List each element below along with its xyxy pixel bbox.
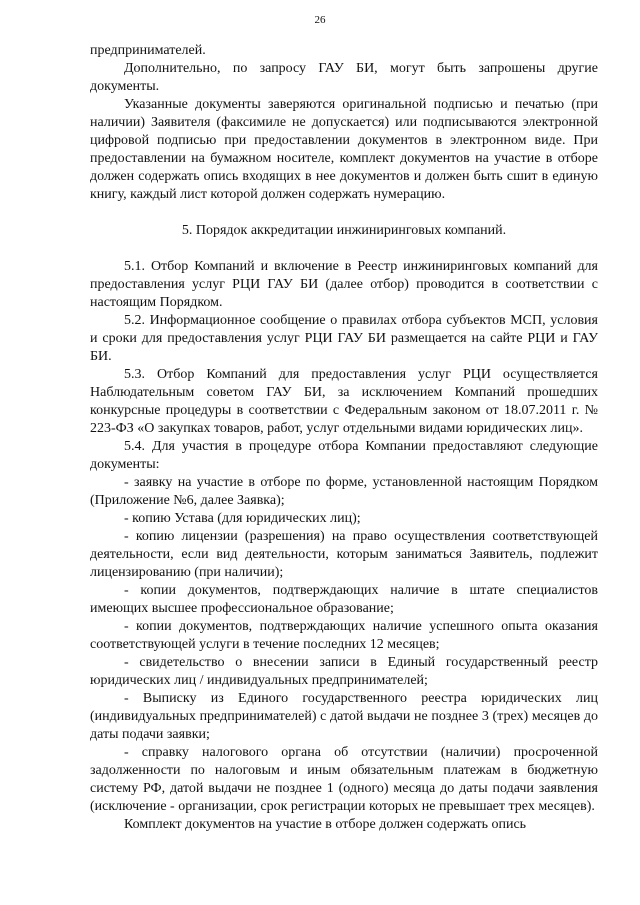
list-item: - копии документов, подтверждающих наличие успешного опыта оказания соответствующей услуги в течение последних 12 месяцев; — [90, 619, 598, 652]
list-item: - заявку на участие в отборе по форме, установленной настоящим Порядком (Приложение №6, далее Заявка); — [90, 475, 598, 508]
list-item: - копии документов, подтверждающих наличие в штате специалистов имеющих высшее профессиональное образование; — [90, 583, 598, 616]
section-heading: 5. Порядок аккредитации инжиниринговых компаний. — [181, 223, 507, 238]
paragraph: Комплект документов на участие в отборе должен содержать опись — [124, 817, 527, 832]
paragraph: Дополнительно, по запросу ГАУ БИ, могут быть запрошены другие документы. — [90, 61, 598, 94]
list-item: - свидетельство о внесении записи в Единый государственный реестр юридических лиц / индивидуальных предпринимателей; — [90, 655, 598, 688]
list-item: - Выписку из Единого государственного реестра юридических лиц (индивидуальных предпринимателей) с датой выдачи не позднее 3 (трех) месяцев до даты подачи заявки; — [90, 691, 598, 742]
page-number: 26 — [314, 14, 326, 26]
paragraph: 5.3. Отбор Компаний для предоставления услуг РЦИ осуществляется Наблюдательным советом ГАУ БИ, за исключением Компаний прошедших конкурсные процедуры в соответствии с Федеральным законом от 18.07.2011 г. № 223-ФЗ «О закупках товаров, работ, услуг отдельными видами юридических лиц». — [90, 367, 598, 436]
list-item: - копию лицензии (разрешения) на право осуществления соответствующей деятельности, если вид деятельности, которым заниматься Заявитель, подлежит лицензированию (при наличии); — [90, 529, 598, 580]
list-item: - копию Устава (для юридических лиц); — [124, 511, 361, 526]
paragraph: 5.4. Для участия в процедуре отбора Компании предоставляют следующие документы: — [90, 439, 598, 472]
paragraph: предпринимателей. — [90, 43, 206, 58]
paragraph: 5.2. Информационное сообщение о правилах отбора субъектов МСП, условия и сроки для предоставления услуг РЦИ ГАУ БИ размещается на сайте РЦИ и ГАУ БИ. — [90, 313, 598, 364]
list-item: - справку налогового органа об отсутствии (наличии) просроченной задолженности по налоговым и иным обязательным платежам в бюджетную систему РФ, датой выдачи не позднее 1 (одного) месяца до даты подачи заявления (исключение - организации, срок регистрации которых не превышает трех месяцев). — [90, 745, 598, 814]
document-body — [90, 42, 598, 834]
paragraph: 5.1. Отбор Компаний и включение в Реестр инжиниринговых компаний для предоставления услуг РЦИ ГАУ БИ (далее отбор) проводится в соответствии с настоящим Порядком. — [90, 259, 598, 310]
paragraph: Указанные документы заверяются оригинальной подписью и печатью (при наличии) Заявителя (факсимиле не допускается) или подписываются электронной цифровой подписью при предоставлении документов в электронном виде. При предоставлении на бумажном носителе, комплект документов на участие в отборе должен содержать опись входящих в нее документов и должен быть сшит в единую книгу, каждый лист которой должен содержать нумерацию. — [90, 97, 598, 202]
